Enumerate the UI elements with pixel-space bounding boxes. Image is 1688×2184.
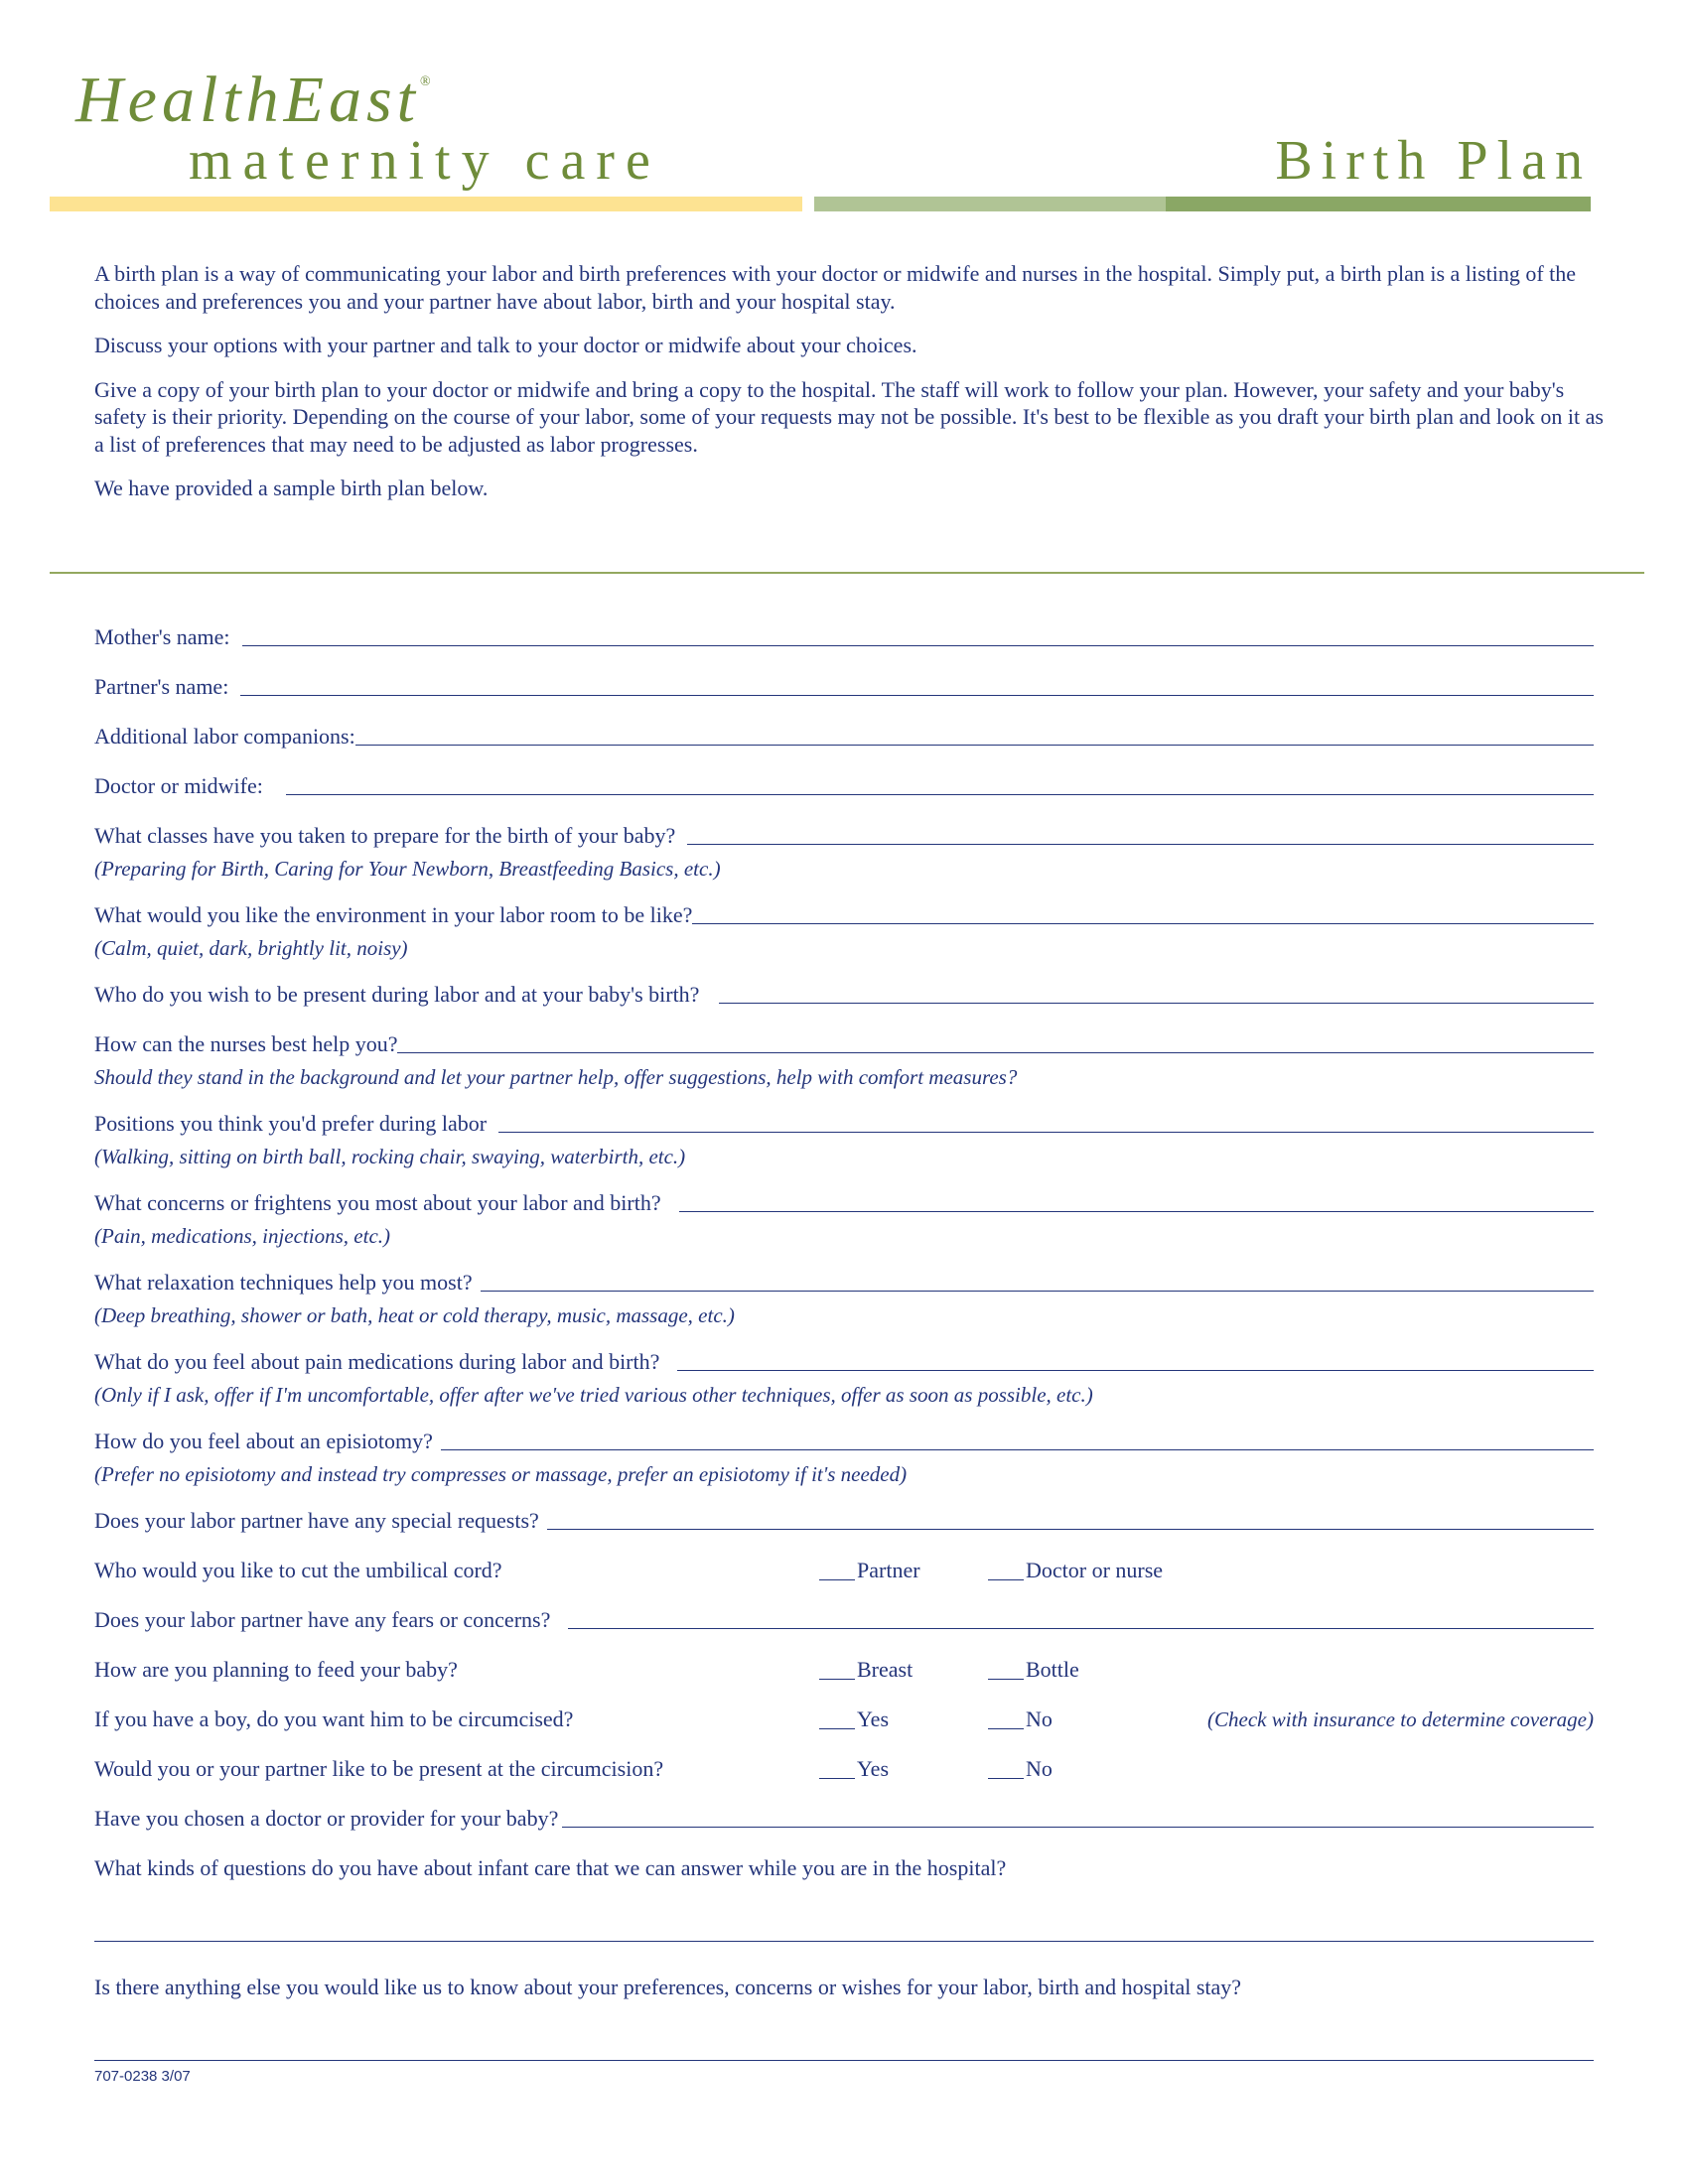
registered-mark: ® — [419, 74, 431, 89]
question-environment — [94, 893, 1594, 963]
checkbox-blank[interactable] — [819, 1727, 855, 1729]
section-divider — [50, 572, 1644, 574]
question-nurses — [94, 1023, 1594, 1092]
positions-field[interactable] — [498, 1131, 1594, 1133]
brand-logo — [75, 64, 431, 136]
header-bar-light-green — [814, 197, 1166, 211]
intro-text — [94, 260, 1604, 519]
option-label: Yes — [857, 1706, 890, 1731]
question-doctor — [94, 764, 1594, 804]
checkbox-blank[interactable] — [988, 1678, 1024, 1680]
option-label: Bottle — [1026, 1657, 1079, 1682]
question-companions — [94, 715, 1594, 754]
question-episiotomy — [94, 1420, 1594, 1489]
question-relaxation — [94, 1261, 1594, 1330]
option-label: No — [1026, 1756, 1053, 1781]
question-pain-meds — [94, 1340, 1594, 1410]
question-label: What kinds of questions do you have about infant care that we can answer while you are in the hospital? — [94, 1855, 1007, 1880]
present-circ-option-yes[interactable] — [819, 1747, 889, 1787]
question-hint: (Walking, sitting on birth ball, rocking chair, swaying, waterbirth, etc.) — [94, 1145, 686, 1168]
question-label: What concerns or frightens you most about your labor and birth? — [94, 1190, 661, 1215]
circumcise-option-yes[interactable] — [819, 1698, 889, 1737]
checkbox-blank[interactable] — [988, 1727, 1024, 1729]
episiotomy-field[interactable] — [441, 1448, 1594, 1450]
question-hint: (Prefer no episiotomy and instead try compresses or massage, prefer an episiotomy if it's needed) — [94, 1462, 908, 1486]
header-bar-yellow — [50, 197, 802, 211]
intro-paragraph: Give a copy of your birth plan to your doctor or midwife and bring a copy to the hospital. The staff will work to follow your plan. However, your safety and your baby's safety is their priority. Depending on the course of your labor, some of your requests may not be possible. It's best to be flexible as you draft your birth plan and look on it as a list of preferences that may need to be adjusted as labor progresses. — [94, 376, 1604, 457]
checkbox-blank[interactable] — [819, 1777, 855, 1779]
concerns-field[interactable] — [679, 1210, 1594, 1212]
checkbox-blank[interactable] — [819, 1578, 855, 1580]
header-bar-dark-green — [1166, 197, 1591, 211]
circumcise-option-no[interactable] — [988, 1698, 1053, 1737]
question-label: Have you chosen a doctor or provider for your baby? — [94, 1806, 559, 1831]
question-label: What relaxation techniques help you most? — [94, 1270, 473, 1295]
option-label: Yes — [857, 1756, 890, 1781]
question-label: Partner's name: — [94, 674, 229, 699]
question-partners-name — [94, 665, 1594, 705]
question-classes — [94, 814, 1594, 884]
birth-plan-form — [94, 615, 1594, 2061]
option-label: Doctor or nurse — [1026, 1558, 1164, 1582]
mothers-name-field[interactable] — [242, 644, 1594, 646]
feed-option-breast[interactable] — [819, 1648, 913, 1688]
question-anything-else — [94, 1966, 1594, 2061]
environment-field[interactable] — [692, 922, 1594, 924]
question-hint: (Calm, quiet, dark, brightly lit, noisy) — [94, 936, 408, 960]
companions-field[interactable] — [355, 744, 1594, 746]
infant-care-field[interactable] — [94, 1940, 1594, 1942]
question-label: Additional labor companions: — [94, 724, 355, 749]
question-hint: (Deep breathing, shower or bath, heat or cold therapy, music, massage, etc.) — [94, 1303, 735, 1327]
intro-paragraph: We have provided a sample birth plan below. — [94, 476, 489, 500]
brand-subtitle: maternity care — [189, 130, 661, 192]
question-hint: (Only if I ask, offer if I'm uncomfortable, offer after we've tried various other techniques, offer as soon as possible, etc.) — [94, 1383, 1093, 1407]
insurance-note: (Check with insurance to determine coverage) — [1207, 1707, 1594, 1731]
fears-field[interactable] — [568, 1627, 1594, 1629]
question-hint: (Preparing for Birth, Caring for Your Newborn, Breastfeeding Basics, etc.) — [94, 857, 721, 881]
question-fears — [94, 1598, 1594, 1638]
cord-option-doctor[interactable] — [988, 1549, 1163, 1588]
checkbox-blank[interactable] — [819, 1678, 855, 1680]
form-code: 707-0238 3/07 — [94, 2068, 191, 2085]
question-hint: (Pain, medications, injections, etc.) — [94, 1224, 391, 1248]
feed-option-bottle[interactable] — [988, 1648, 1079, 1688]
intro-paragraph: Discuss your options with your partner and talk to your doctor or midwife about your choices. — [94, 333, 917, 357]
option-label: Partner — [857, 1558, 920, 1582]
question-label: Mother's name: — [94, 624, 230, 649]
question-label: How do you feel about an episiotomy? — [94, 1429, 433, 1453]
question-label: Is there anything else you would like us to know about your preferences, concerns or wishes for your labor, birth and hospital stay? — [94, 1975, 1242, 1999]
question-label: Who would you like to cut the umbilical cord? — [94, 1558, 502, 1582]
question-label: If you have a boy, do you want him to be circumcised? — [94, 1706, 574, 1731]
question-feed — [94, 1648, 1594, 1688]
question-hint: Should they stand in the background and let your partner help, offer suggestions, help with comfort measures? — [94, 1065, 1018, 1089]
question-label: What do you feel about pain medications during labor and birth? — [94, 1349, 660, 1374]
question-label: How can the nurses best help you? — [94, 1031, 398, 1056]
question-label: Does your labor partner have any fears or concerns? — [94, 1607, 551, 1632]
question-special-requests — [94, 1499, 1594, 1539]
partners-name-field[interactable] — [240, 694, 1594, 696]
anything-else-field[interactable] — [94, 2059, 1594, 2061]
option-label: Breast — [857, 1657, 914, 1682]
question-provider — [94, 1797, 1594, 1837]
brand-name: HealthEast — [75, 64, 420, 136]
nurses-field[interactable] — [397, 1051, 1594, 1053]
pain-meds-field[interactable] — [677, 1369, 1594, 1371]
checkbox-blank[interactable] — [988, 1578, 1024, 1580]
question-cord — [94, 1549, 1594, 1588]
present-circ-option-no[interactable] — [988, 1747, 1053, 1787]
question-label: Doctor or midwife: — [94, 773, 263, 798]
page-title: Birth Plan — [1275, 130, 1592, 192]
doctor-field[interactable] — [286, 793, 1594, 795]
provider-field[interactable] — [562, 1826, 1594, 1828]
question-circumcise — [94, 1698, 1594, 1737]
question-label: Positions you think you'd prefer during labor — [94, 1111, 488, 1136]
relaxation-field[interactable] — [481, 1290, 1594, 1292]
question-present-circumcision — [94, 1747, 1594, 1787]
question-label: Would you or your partner like to be present at the circumcision? — [94, 1756, 664, 1781]
question-mothers-name — [94, 615, 1594, 655]
present-field[interactable] — [719, 1002, 1594, 1004]
cord-option-partner[interactable] — [819, 1549, 920, 1588]
question-label: What would you like the environment in your labor room to be like? — [94, 902, 693, 927]
classes-field[interactable] — [687, 843, 1594, 845]
option-label: No — [1026, 1706, 1053, 1731]
intro-paragraph: A birth plan is a way of communicating your labor and birth preferences with your doctor or midwife and nurses in the hospital. Simply put, a birth plan is a listing of the choices and preferences you and your partner have about labor, birth and your hospital stay. — [94, 261, 1577, 314]
question-concerns — [94, 1181, 1594, 1251]
question-label: How are you planning to feed your baby? — [94, 1657, 458, 1682]
question-positions — [94, 1102, 1594, 1171]
question-label: Does your labor partner have any special requests? — [94, 1508, 539, 1533]
question-infant-care — [94, 1846, 1594, 1942]
question-present — [94, 973, 1594, 1013]
checkbox-blank[interactable] — [988, 1777, 1024, 1779]
special-requests-field[interactable] — [547, 1528, 1594, 1530]
question-label: Who do you wish to be present during labor and at your baby's birth? — [94, 982, 700, 1007]
question-label: What classes have you taken to prepare for the birth of your baby? — [94, 823, 676, 848]
